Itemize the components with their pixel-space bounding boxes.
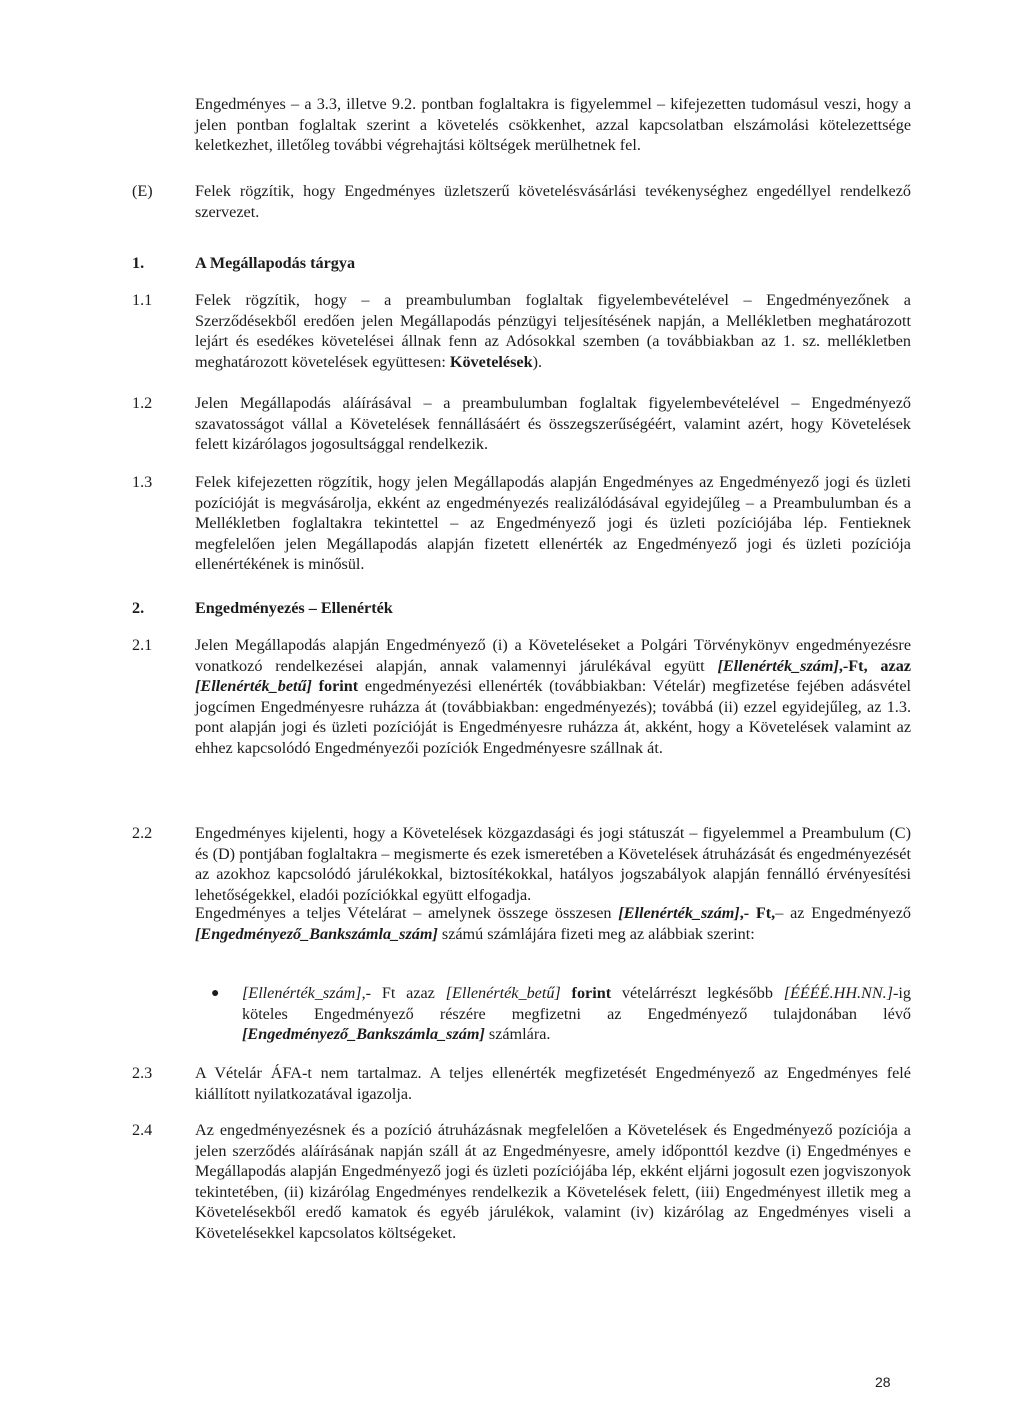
clause-2-3-paragraph: A Vételár ÁFA-t nem tartalmaz. A teljes ellenérték megfizetését Engedményező az Engedményes felé kiállított nyilatkozatával igazolja. (195, 1064, 911, 1103)
payment-bullet-item: [Ellenérték_szám],- Ft azaz [Ellenérték_betű] forint vételárrészt legkésőbb [ÉÉÉÉ.HH.NN.]-ig köteles Engedményező részére megfizetni az Engedményező tulajdonában lévő [Engedményező_Bankszámla_szám] számlára. (242, 984, 911, 1044)
clause-2-4-paragraph: Az engedményezésnek és a pozíció átruházásnak megfelelően a Követelések és Engedményező pozíciója a jelen szerződés aláírásának napján száll át az Engedményesre, amely időponttól kezdve (i) Engedményes e Megállapodás alapján Engedményező jogi és üzleti pozíciójába lép, ekként eljárni jogosult ezen jogviszonyok tekintetében, (ii) kizárólag Engedményes rendelkezik a Követelések felett, (iii) Engedményest illetik meg a Követelésekből eredő kamatok és egyéb járulékok, valamint (iv) kizárólag az Engedményes viseli a Követelésekkel kapcsolatos költségeket. (195, 1121, 911, 1242)
placeholder-ellenertek-betu: [Ellenérték_betű] (445, 984, 561, 1002)
bullet-icon: ● (211, 986, 220, 1001)
page-number: 28 (875, 1374, 891, 1390)
item-e-paragraph: Felek rögzítik, hogy Engedményes üzletszerű követelésvásárlási tevékenységhez engedéllyel rendelkező szervezet. (195, 182, 911, 221)
clause-1-2-number: 1.2 (132, 394, 153, 412)
placeholder-ellenertek-szam: [Ellenérték_szám] (242, 984, 362, 1002)
clause-2-1-number: 2.1 (132, 636, 153, 654)
placeholder-ellenertek-szam: [Ellenérték_szám] (717, 656, 839, 675)
placeholder-ellenertek-szam: [Ellenérték_szám] (618, 904, 740, 922)
clause-2-1-paragraph: Jelen Megállapodás alapján Engedményező (i) a Követeléseket a Polgári Törvénykönyv engedményezésre vonatkozó rendelkezései alapján, annak valamennyi járulékával együtt [Ellenérték_szám],-Ft, azaz [Ellenérték_betű] forint engedményezési ellenérték (továbbiakban: Vételár) megfizetése fejében adásvétel jogcímen Engedményesre ruházza át (továbbiakban: engedményezés); továbbá (ii) ezzel egyidejűleg, az 1.3. pont alapján jogi és üzleti pozícióját is Engedményesre ruházza át, akként, hogy a Követelések valamint az ehhez kapcsolódó Engedményezői pozíciók Engedményesre szállnak át. (195, 636, 912, 757)
placeholder-bankszamla-szam: [Engedményező_Bankszámla_szám] (242, 1025, 485, 1044)
section-1-number: 1. (132, 254, 145, 272)
payment-paragraph: Engedményes a teljes Vételárat – amelynek összege összesen [Ellenérték_szám],- Ft,– az Engedményező [Engedményező_Bankszámla_szám] számú számlájára fizeti meg az alábbiak szerint: (195, 904, 911, 943)
section-2-number: 2. (132, 599, 145, 617)
placeholder-date: [ÉÉÉÉ.HH.NN.] (783, 984, 893, 1002)
item-e-number: (E) (132, 182, 153, 200)
clause-2-2-paragraph: Engedményes kijelenti, hogy a Követelések közgazdasági és jogi státuszát – figyelemmel a Preambulum (C) és (D) pontjában foglaltakra – megismerte és ezek ismeretében a Követelések átruházását és engedményezését az azokhoz kapcsolódó járulékokkal, biztosítékokkal, hatályos jogszabályok alapján fennálló érvényesítési lehetőségekkel, eladói pozíciókkal együtt elfogadja. (195, 824, 911, 904)
clause-2-2-number: 2.2 (132, 824, 153, 842)
clause-1-1-paragraph: Felek rögzítik, hogy – a preambulumban foglaltak figyelembevételével – Engedményezőnek a Szerződésekből eredően jelen Megállapodás pénzügyi teljesítésének napján, a Mellékletben meghatározott lejárt és esedékes követelései állnak fenn az Adósokkal szemben (a továbbiakban az 1. sz. mellékletben meghatározott követelések együttesen: Követelések). (195, 291, 911, 371)
placeholder-bankszamla-szam: [Engedményező_Bankszámla_szám] (195, 924, 438, 943)
intro-paragraph: Engedményes – a 3.3, illetve 9.2. pontban foglaltakra is figyelemmel – kifejezetten tudomásul veszi, hogy a jelen pontban foglaltak szerint a követelés csökkenhet, azzal kapcsolatban elszámolási kötelezettsége keletkezhet, illetőleg további végrehajtási költségek merülhetnek fel. (195, 95, 911, 155)
section-1-title: A Megállapodás tárgya (195, 254, 356, 272)
clause-2-3-number: 2.3 (132, 1064, 153, 1082)
clause-1-3-paragraph: Felek kifejezetten rögzítik, hogy jelen Megállapodás alapján Engedményes az Engedményező jogi és üzleti pozícióját is megvásárolja, ekként az engedményezés realizálódásával egyidejűleg – a Preambulumban és a Mellékletben foglaltakra tekintettel – az Engedményező jogi és üzleti pozíciójába lép. Fentieknek megfelelően jelen Megállapodás alapján fizetett ellenérték az Engedményező jogi és üzleti pozíciója ellenértékének is minősül. (195, 473, 911, 574)
clause-1-1-number: 1.1 (132, 291, 153, 309)
placeholder-ellenertek-betu: [Ellenérték_betű] (195, 677, 312, 696)
section-2-title: Engedményezés – Ellenérték (195, 599, 393, 617)
clause-2-4-number: 2.4 (132, 1121, 153, 1139)
clause-1-2-paragraph: Jelen Megállapodás aláírásával – a preambulumban foglaltak figyelembevételével – Engedményező szavatosságot vállal a Követelések fennállásáért és összegszerűségéért, valamint azért, hogy Követelések felett kizárólagos jogosultsággal rendelkezik. (195, 394, 911, 454)
clause-1-3-number: 1.3 (132, 473, 153, 491)
defined-term-kovetelesek: Követelések (449, 352, 533, 371)
